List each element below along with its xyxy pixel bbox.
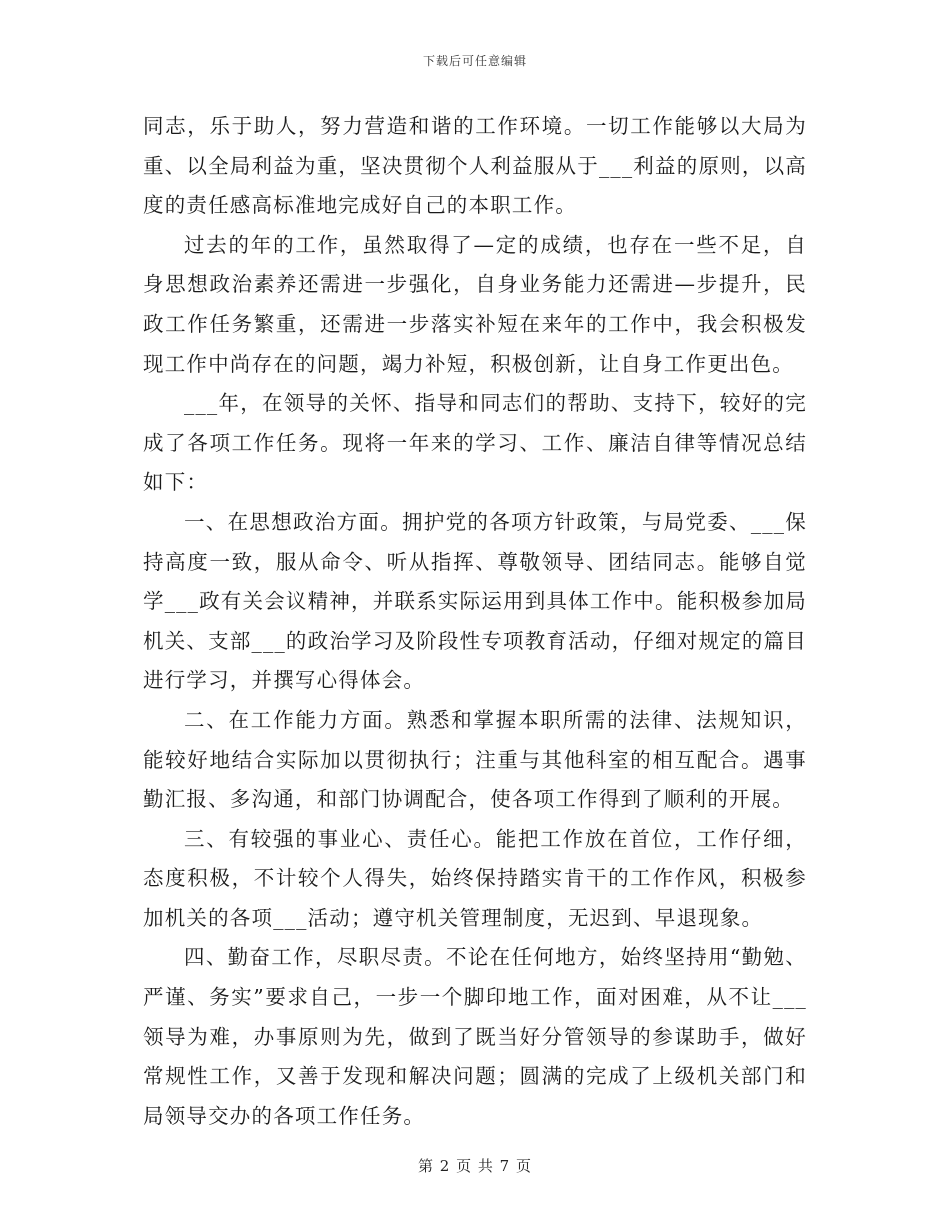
paragraph-shortcomings: 过去的年的工作，虽然取得了—定的成绩，也存在一些不足，自身思想政治素养还需进一步强化，自身业务能力还需进—步提升，民政工作任务繁重，还需进一步落实补短在来年的工作中，我会积极发现工作中尚存在的问题，竭力补短，积极创新，让自身工作更出色。 <box>143 232 807 376</box>
paragraph-responsibility: 三、有较强的事业心、责任心。能把工作放在首位，工作仔细，态度积极，不计较个人得失，始终保持踏实肯干的工作作风，积极参加机关的各项___活动；遵守机关管理制度，无迟到、早退现象。 <box>143 826 807 930</box>
page-number: 第 2 页 共 7 页 <box>418 1157 532 1175</box>
page-header: 下载后可任意编辑 <box>422 54 527 68</box>
paragraph-diligence: 四、勤奋工作，尽职尽责。不论在任何地方，始终坚持用“勤勉、严谨、务实”要求自己，一步一个脚印地工作，面对困难，从不让___领导为难，办事原则为先，做到了既当好分管领导的参谋助手，做好常规性工作，又善于发现和解决问题；圆满的完成了上级机关部门和局领导交办的各项工作任务。 <box>143 945 807 1128</box>
paragraph-continuation: 同志，乐于助人，努力营造和谐的工作环境。一切工作能够以大局为重、以全局利益为重，坚决贯彻个人利益服从于___利益的原则，以高度的责任感高标准地完成好自己的本职工作。 <box>143 114 807 218</box>
document-body <box>143 107 807 1136</box>
paragraph-work-ability: 二、在工作能力方面。熟悉和掌握本职所需的法律、法规知识，能较好地结合实际加以贯彻执行；注重与其他科室的相互配合。遇事勤汇报、多沟通，和部门协调配合，使各项工作得到了顺利的开展。 <box>143 707 807 812</box>
paragraph-summary-intro: ___年，在领导的关怀、指导和同志们的帮助、支持下，较好的完成了各项工作任务。现将一年来的学习、工作、廉洁自律等情况总结如下： <box>143 391 807 495</box>
paragraph-political: 一、在思想政治方面。拥护党的各项方针政策，与局党委、___保持高度一致，服从命令、听从指挥、尊敬领导、团结同志。能够自觉学___政有关会议精神，并联系实际运用到具体工作中。能积极参加局机关、支部___的政治学习及阶段性专项教育活动，仔细对规定的篇目进行学习，并撰写心得体会。 <box>143 509 807 693</box>
